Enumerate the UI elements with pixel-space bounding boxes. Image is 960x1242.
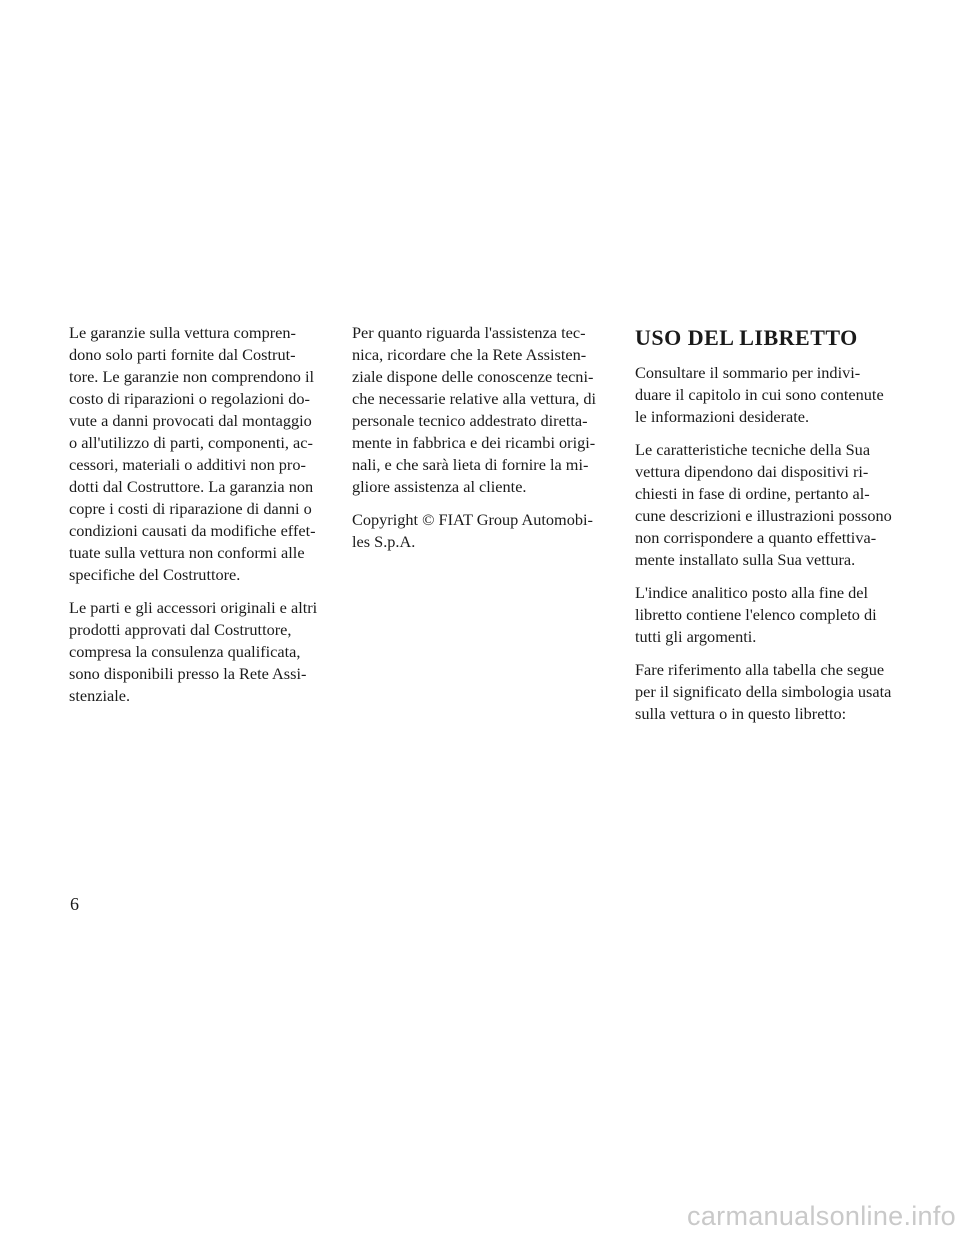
summary-paragraph: Consultare il sommario per indivi- duare il capitolo in cui sono contenute le informazioni desiderate. [635, 363, 884, 426]
section-heading: USO DEL LIBRETTO [635, 325, 858, 350]
left-column [69, 322, 327, 718]
middle-column [352, 322, 610, 564]
original-parts-paragraph: Le parti e gli accessori originali e altri prodotti approvati dal Costruttore, compresa la consulenza qualificata, sono disponibili presso la Rete Assi- stenziale. [69, 598, 318, 705]
index-paragraph: L'indice analitico posto alla fine del libretto contiene l'elenco completo di tutti gli argomenti. [635, 583, 877, 646]
assistance-paragraph: Per quanto riguarda l'assistenza tec- nica, ricordare che la Rete Assisten- ziale dispone delle conoscenze tecni- che necessarie relative alla vettura, di personale tecnico addestrato diretta- mente in fabbrica e dei ricambi origi- nali, e che sarà lieta di fornire la mi- gliore assistenza al cliente. [352, 323, 597, 496]
right-column [635, 326, 893, 736]
symbols-paragraph: Fare riferimento alla tabella che segue per il significato della simbologia usata sulla vettura o in questo libretto: [635, 660, 892, 723]
copyright-paragraph: Copyright © FIAT Group Automobi- les S.p.A. [352, 510, 593, 551]
watermark: carmanualsonline.info [687, 1201, 956, 1231]
features-paragraph: Le caratteristiche tecniche della Sua vettura dipendono dai dispositivi ri- chiesti in fase di ordine, pertanto al- cune descrizioni e illustrazioni possono non corrispondere a quanto effettiva- mente installato sulla Sua vettura. [635, 440, 892, 569]
page-number: 6 [70, 894, 79, 914]
warranty-paragraph: Le garanzie sulla vettura compren- dono solo parti fornite dal Costrut- tore. Le garanzie non comprendono il costo di riparazioni o regolazioni do- vute a danni provocati dal montaggio o all'utilizzo di parti, componenti, ac- cessori, materiali o additivi non pro- dotti dal Costruttore. La garanzia non copre i costi di riparazione di danni o condizioni causati da modifiche effet- tuate sulla vettura non conformi alle specifiche del Costruttore. [69, 323, 316, 584]
